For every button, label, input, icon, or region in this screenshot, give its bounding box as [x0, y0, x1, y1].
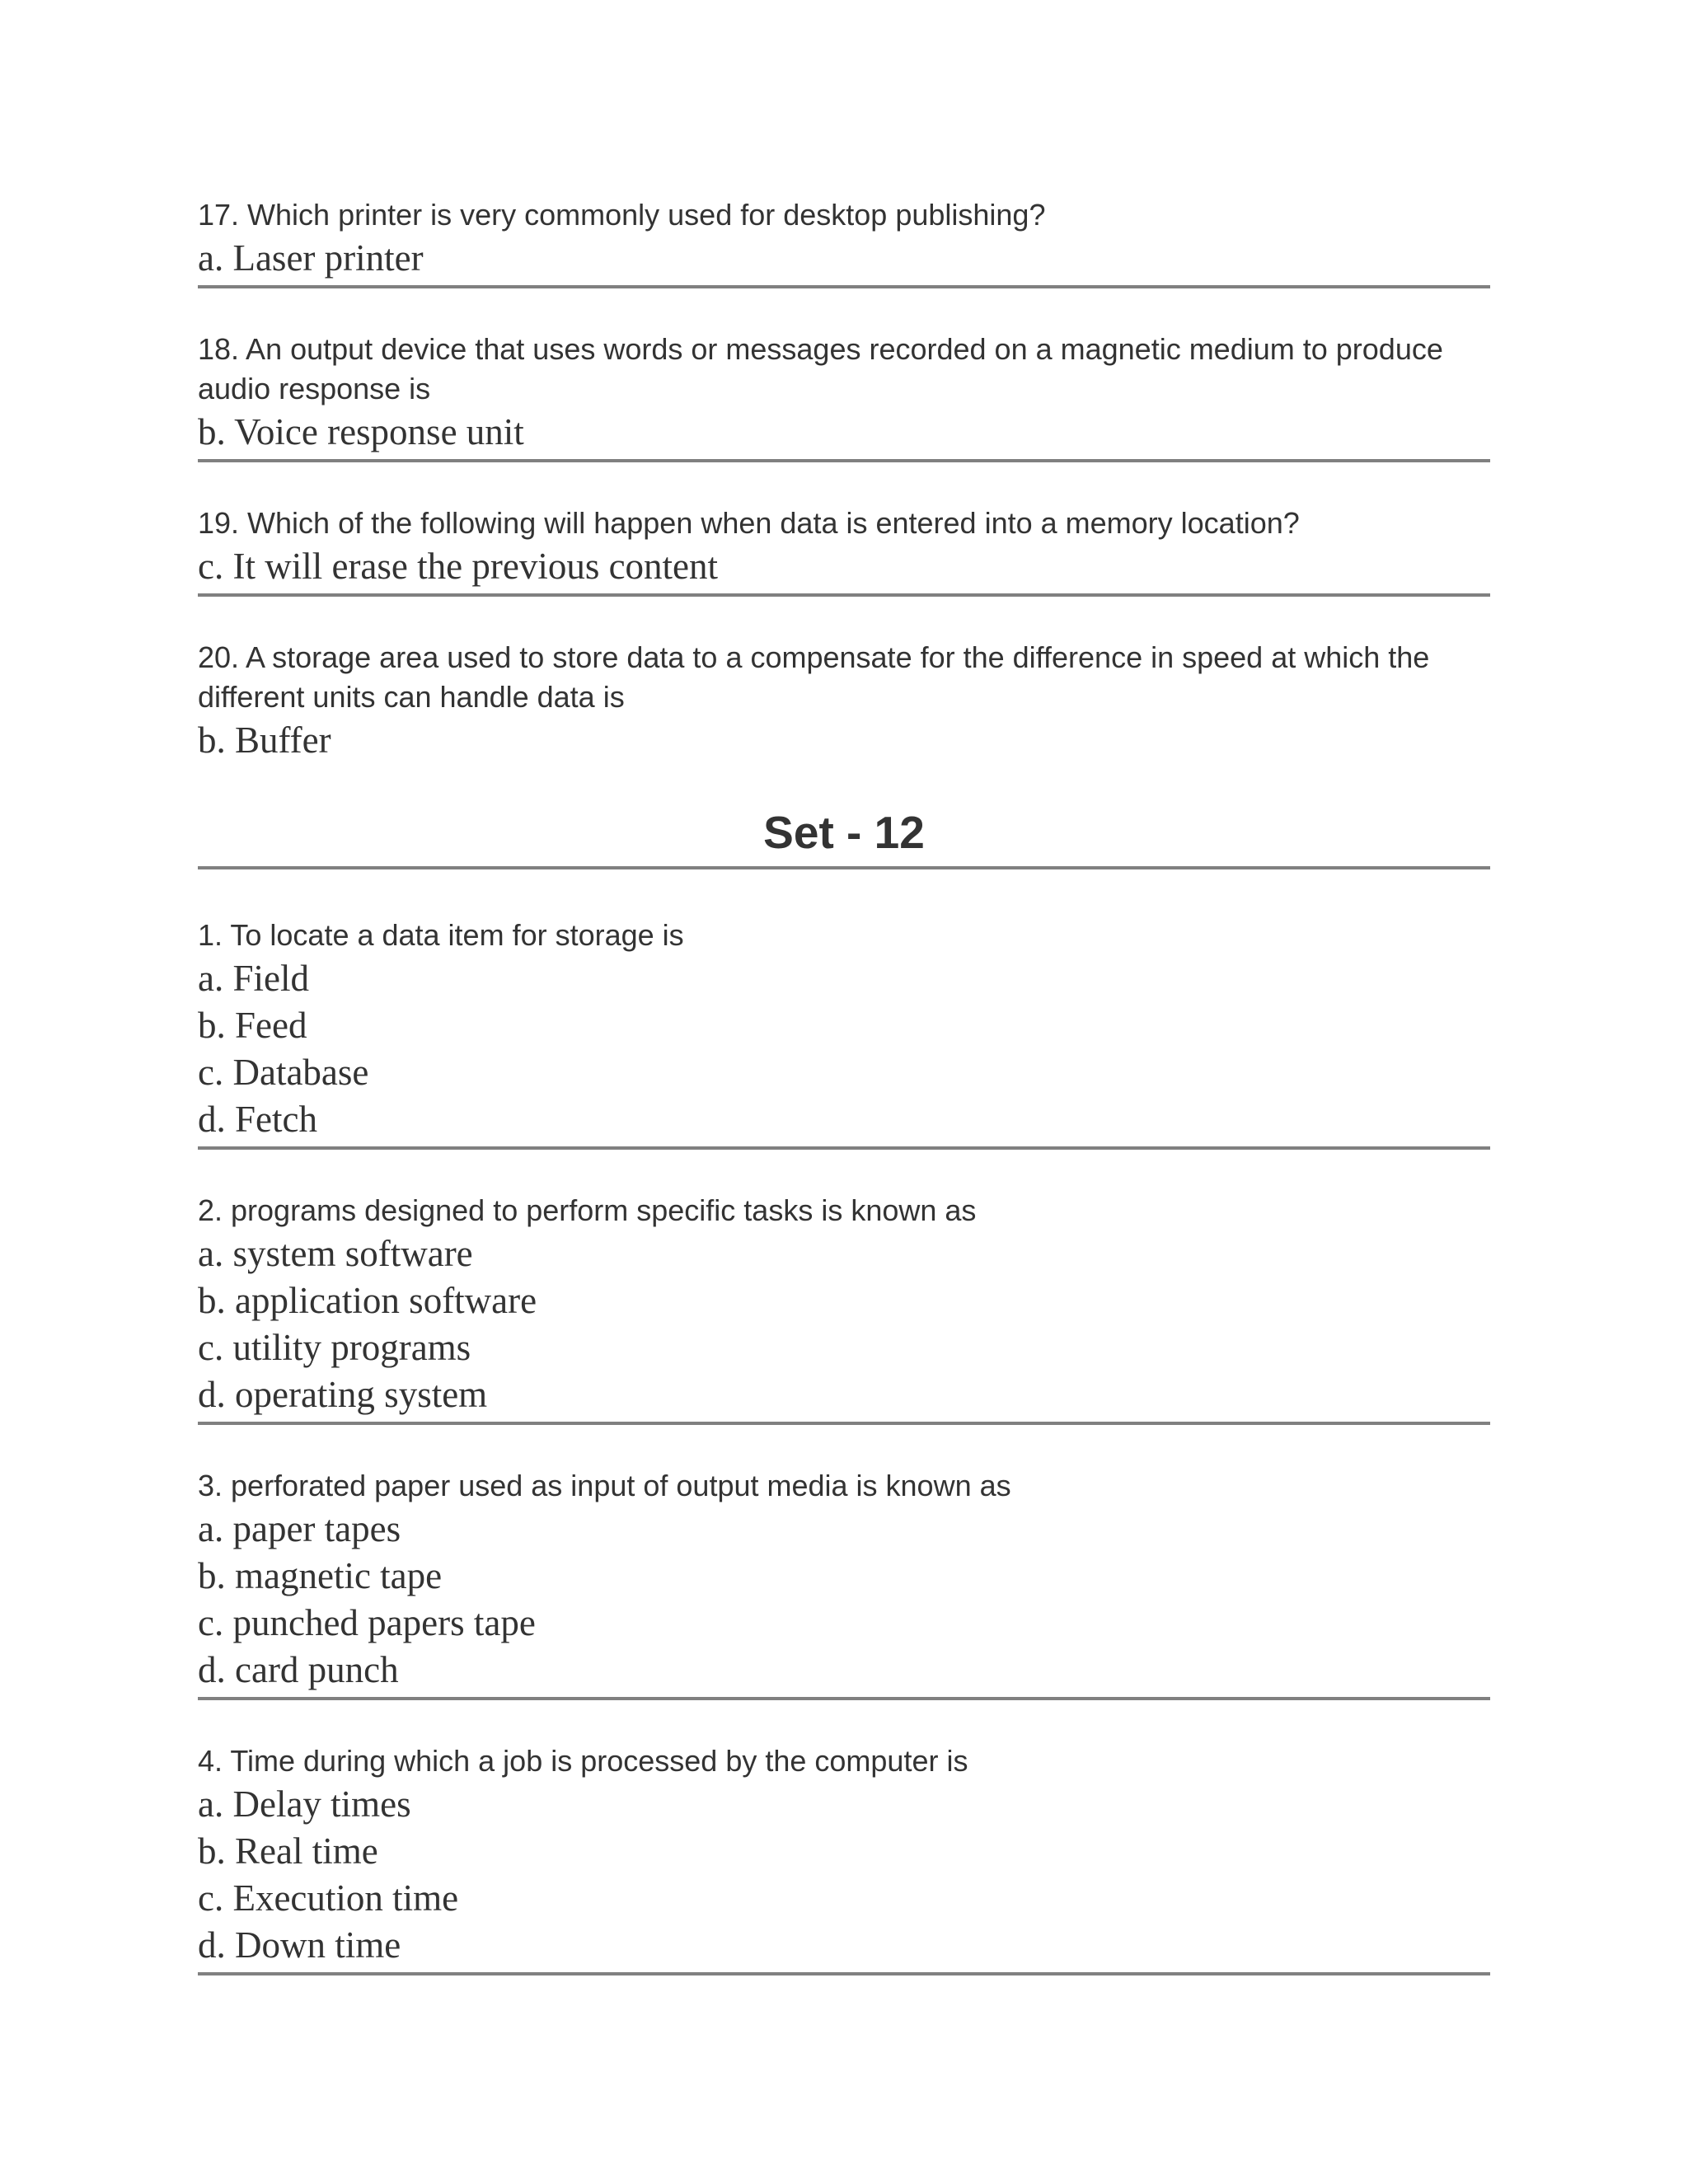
- question-text: 3. perforated paper used as input of output media is known as: [198, 1469, 1011, 1502]
- options-list: [198, 1230, 1490, 1418]
- option-d: d. Fetch: [198, 1099, 317, 1140]
- question-text: 17. Which printer is very commonly used for desktop publishing?: [198, 198, 1046, 232]
- question-text: 2. programs designed to perform specific tasks is known as: [198, 1193, 977, 1227]
- option-c: c. utility programs: [198, 1327, 471, 1368]
- question-block-17: [198, 195, 1490, 288]
- option-b: b. application software: [198, 1280, 537, 1321]
- set12-question-block-3: [198, 1425, 1490, 1700]
- question-text: 20. A storage area used to store data to a compensate for the difference in speed at which the different units can handle data is: [198, 640, 1430, 714]
- option-a: a. system software: [198, 1233, 473, 1274]
- option-c: c. Database: [198, 1052, 369, 1093]
- set12-question-block-4: [198, 1700, 1490, 1975]
- question-block-18: [198, 288, 1490, 462]
- option-a: a. Field: [198, 958, 309, 999]
- question-text: 1. To locate a data item for storage is: [198, 918, 684, 952]
- set-heading: Set - 12: [198, 767, 1490, 869]
- set12-question-block-1: [198, 869, 1490, 1150]
- set12-question-block-2: [198, 1150, 1490, 1425]
- question-block-19: [198, 462, 1490, 597]
- options-list: [198, 1506, 1490, 1694]
- options-list: [198, 955, 1490, 1143]
- option-b: b. Real time: [198, 1830, 378, 1872]
- question-text: 18. An output device that uses words or messages recorded on a magnetic medium to produce audio response is: [198, 332, 1443, 405]
- question-text: 4. Time during which a job is processed by the computer is: [198, 1744, 968, 1778]
- option-a: a. Delay times: [198, 1783, 411, 1825]
- options-list: [198, 1781, 1490, 1969]
- answer-text: a. Laser printer: [198, 237, 424, 279]
- answer-text: b. Voice response unit: [198, 411, 524, 452]
- option-d: d. operating system: [198, 1374, 488, 1415]
- answer-text: b. Buffer: [198, 719, 331, 761]
- option-d: d. Down time: [198, 1924, 401, 1966]
- document-page: [198, 195, 1490, 1975]
- option-d: d. card punch: [198, 1649, 399, 1690]
- option-c: c. punched papers tape: [198, 1602, 536, 1643]
- option-b: b. magnetic tape: [198, 1555, 443, 1596]
- option-c: c. Execution time: [198, 1877, 459, 1919]
- answer-text: c. It will erase the previous content: [198, 546, 719, 587]
- option-a: a. paper tapes: [198, 1508, 401, 1549]
- question-text: 19. Which of the following will happen when data is entered into a memory location?: [198, 506, 1300, 540]
- option-b: b. Feed: [198, 1005, 307, 1046]
- question-block-20: [198, 597, 1490, 767]
